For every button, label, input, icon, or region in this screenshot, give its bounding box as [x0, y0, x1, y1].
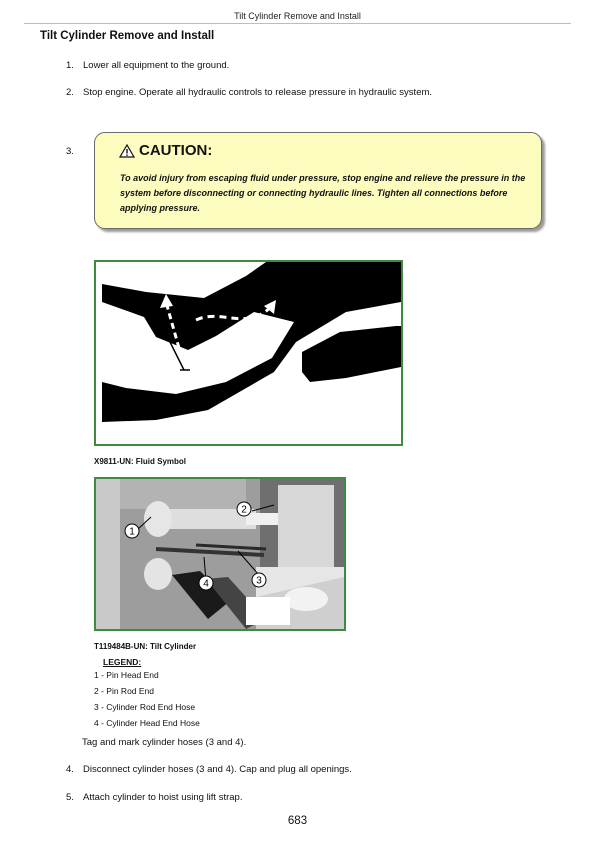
- callout-2: 2: [241, 504, 247, 516]
- step-4: [66, 764, 352, 775]
- step-text: Stop engine. Operate all hydraulic controls to release pressure in hydraulic system.: [83, 87, 433, 98]
- page-number: 683: [287, 815, 308, 827]
- legend-item: 3 - Cylinder Rod End Hose: [94, 702, 196, 712]
- step-3: [66, 146, 83, 157]
- step-2: [66, 87, 432, 98]
- step-text: Lower all equipment to the ground.: [83, 60, 230, 71]
- figure-fluid-symbol: [94, 260, 403, 446]
- step-number: 1.: [66, 60, 74, 71]
- page-title: Tilt Cylinder Remove and Install: [40, 30, 215, 42]
- callout-4: 4: [203, 578, 209, 590]
- caution-heading-text: CAUTION:: [139, 142, 213, 159]
- callout-3: 3: [256, 575, 262, 587]
- figure-caption-fluid-symbol: X9811-UN: Fluid Symbol: [94, 457, 187, 466]
- legend-item: 4 - Cylinder Head End Hose: [94, 718, 200, 728]
- warning-triangle-icon: [119, 144, 135, 158]
- caution-heading: [119, 142, 212, 159]
- legend-heading: LEGEND:: [103, 657, 142, 667]
- step-5: [66, 792, 242, 803]
- legend-item: 1 - Pin Head End: [94, 670, 159, 680]
- step-number: 3.: [66, 146, 74, 157]
- step-1: [66, 60, 229, 71]
- legend-item: 2 - Pin Rod End: [94, 686, 155, 696]
- caution-box: [94, 132, 542, 229]
- callout-1: 1: [129, 526, 135, 538]
- figure-tilt-cylinder: [94, 477, 346, 631]
- header-rule: [24, 23, 571, 24]
- figure-caption-tilt-cylinder: T119484B-UN: Tilt Cylinder: [94, 642, 197, 651]
- note-paragraph: Tag and mark cylinder hoses (3 and 4).: [82, 737, 247, 748]
- header-title: Tilt Cylinder Remove and Install: [234, 11, 361, 21]
- step-number: 2.: [66, 87, 74, 98]
- step-number: 5.: [66, 792, 74, 803]
- step-text: Attach cylinder to hoist using lift strap.: [83, 792, 243, 803]
- caution-text: To avoid injury from escaping fluid under pressure, stop engine and relieve the pressure in the system before disconnecting or connecting hydraulic lines. Tighten all connections before applying pressure.: [120, 173, 526, 213]
- step-text: Disconnect cylinder hoses (3 and 4). Cap and plug all openings.: [83, 764, 352, 775]
- step-number: 4.: [66, 764, 74, 775]
